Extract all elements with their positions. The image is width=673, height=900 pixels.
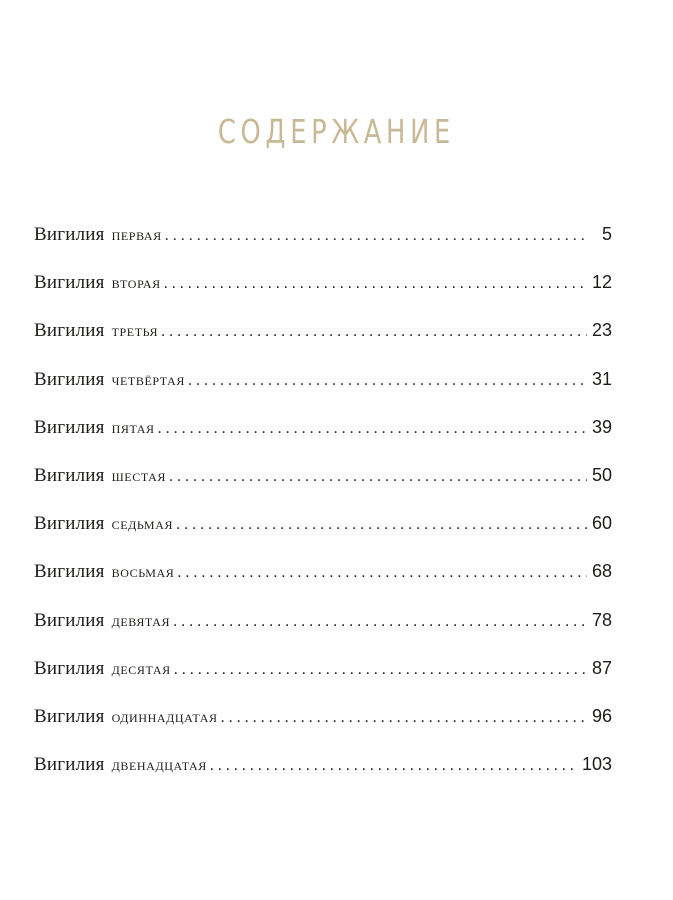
toc-entry-word: Вигилия xyxy=(34,754,105,776)
toc-entry-ordinal: третья xyxy=(111,321,159,341)
toc-entry-ordinal: восьмая xyxy=(111,562,175,582)
toc-entry-ordinal: седьмая xyxy=(111,514,174,534)
toc-entry-10[interactable] xyxy=(34,656,612,680)
toc-entry-page-number: 60 xyxy=(591,513,612,534)
toc-entry-word: Вигилия xyxy=(34,320,105,342)
toc-entry-3[interactable] xyxy=(34,318,612,342)
toc-entry-12[interactable] xyxy=(34,752,612,776)
toc-entry-page-number: 87 xyxy=(591,657,612,678)
toc-entry-ordinal: первая xyxy=(111,225,162,244)
dot-leader xyxy=(188,369,587,393)
toc-entry-6[interactable] xyxy=(34,463,612,487)
toc-entry-word: Вигилия xyxy=(34,416,105,438)
dot-leader xyxy=(161,320,587,344)
toc-entry-page-number: 31 xyxy=(591,368,612,389)
dot-leader xyxy=(173,610,587,634)
toc-entry-2[interactable] xyxy=(34,270,612,294)
toc-entry-9[interactable] xyxy=(34,608,612,632)
toc-entry-word: Вигилия xyxy=(34,705,105,727)
toc-entry-word: Вигилия xyxy=(34,657,105,679)
toc-entry-page-number: 12 xyxy=(591,272,612,293)
toc-entry-word: Вигилия xyxy=(34,272,105,294)
dot-leader xyxy=(176,513,587,537)
toc-entry-ordinal: шестая xyxy=(111,465,167,485)
dot-leader xyxy=(174,658,587,682)
dot-leader xyxy=(210,754,579,778)
toc-entry-word: Вигилия xyxy=(34,609,105,631)
dot-leader xyxy=(169,465,587,489)
toc-entry-4[interactable] xyxy=(34,367,612,391)
dot-leader xyxy=(177,561,587,585)
dot-leader xyxy=(221,706,587,730)
dot-leader xyxy=(165,224,587,248)
toc-entry-page-number: 39 xyxy=(591,416,612,437)
toc-entry-page-number: 23 xyxy=(591,320,612,341)
toc-entry-ordinal: девятая xyxy=(111,610,171,630)
dot-leader xyxy=(164,272,587,296)
toc-entry-8[interactable] xyxy=(34,559,612,583)
toc-entry-ordinal: двенадцатая xyxy=(111,755,207,775)
toc-entry-word: Вигилия xyxy=(34,224,105,245)
toc-entry-page-number: 68 xyxy=(591,561,612,582)
toc-entry-ordinal: десятая xyxy=(111,658,171,678)
toc-entry-ordinal: пятая xyxy=(111,417,155,437)
toc-entry-ordinal: четвёртая xyxy=(111,369,186,389)
dot-leader xyxy=(158,417,587,441)
toc-entry-word: Вигилия xyxy=(34,561,105,583)
toc-entry-ordinal: вторая xyxy=(111,273,161,293)
toc-entry-page-number: 103 xyxy=(581,754,612,775)
toc-entry-page-number: 5 xyxy=(601,224,612,244)
toc-entry-word: Вигилия xyxy=(34,464,105,486)
toc-entry-5[interactable] xyxy=(34,415,612,439)
toc-entry-7[interactable] xyxy=(34,511,612,535)
toc-entry-page-number: 96 xyxy=(591,705,612,726)
toc-entry-1[interactable] xyxy=(34,222,612,246)
toc-entry-page-number: 78 xyxy=(591,609,612,630)
toc-entry-page-number: 50 xyxy=(591,464,612,485)
toc-entry-11[interactable] xyxy=(34,704,612,728)
table-of-contents xyxy=(34,222,612,800)
page-title: СОДЕРЖАНИЕ xyxy=(217,112,455,151)
toc-entry-ordinal: одиннадцатая xyxy=(111,706,218,726)
toc-entry-word: Вигилия xyxy=(34,513,105,535)
toc-entry-word: Вигилия xyxy=(34,368,105,390)
